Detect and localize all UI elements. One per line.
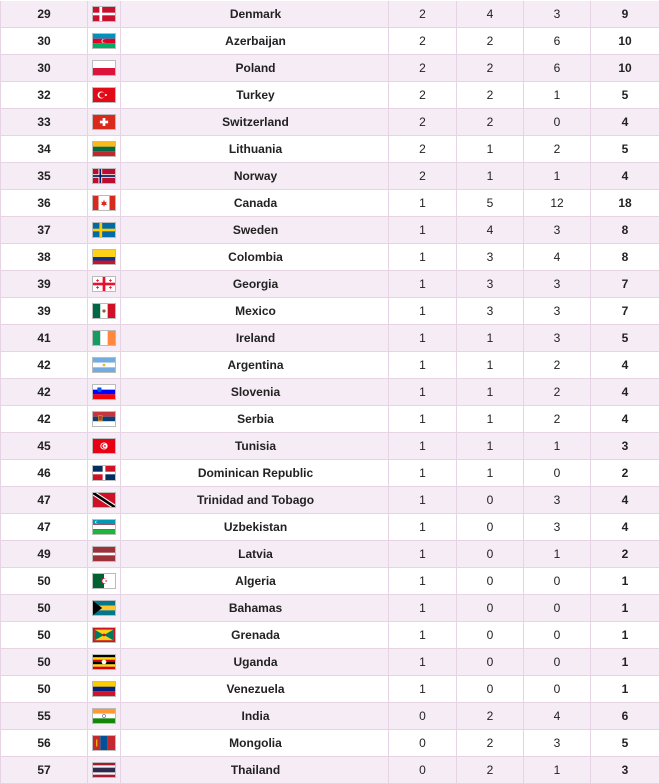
bronze-cell: 2 — [524, 379, 591, 406]
rank-cell: 36 — [1, 190, 88, 217]
gold-cell: 2 — [389, 136, 457, 163]
silver-cell: 0 — [457, 676, 524, 703]
table-row — [1, 622, 659, 649]
flag-cell — [88, 541, 121, 568]
rank-cell: 50 — [1, 595, 88, 622]
gold-cell: 1 — [389, 271, 457, 298]
flag-cell — [88, 406, 121, 433]
silver-cell: 2 — [457, 109, 524, 136]
total-cell: 1 — [591, 676, 659, 703]
country-cell — [121, 514, 389, 541]
country-name: Mexico — [233, 304, 276, 318]
country-name: Norway — [232, 169, 277, 183]
bronze-cell: 3 — [524, 1, 591, 28]
georgia-flag-icon — [92, 276, 116, 292]
medal-table-body — [1, 1, 659, 784]
bronze-cell: 0 — [524, 649, 591, 676]
silver-cell: 1 — [457, 433, 524, 460]
silver-cell: 1 — [457, 379, 524, 406]
gold-cell: 1 — [389, 406, 457, 433]
country-name: Thailand — [229, 763, 280, 777]
total-cell: 2 — [591, 541, 659, 568]
total-cell: 5 — [591, 82, 659, 109]
country-cell — [121, 28, 389, 55]
bronze-cell: 1 — [524, 82, 591, 109]
rank-cell: 38 — [1, 244, 88, 271]
table-row — [1, 325, 659, 352]
total-cell: 5 — [591, 730, 659, 757]
algeria-flag-icon — [92, 573, 116, 589]
country-cell — [121, 55, 389, 82]
table-row — [1, 217, 659, 244]
country-name: Colombia — [226, 250, 283, 264]
rank-cell: 42 — [1, 379, 88, 406]
country-cell — [121, 460, 389, 487]
total-cell: 9 — [591, 1, 659, 28]
table-row — [1, 163, 659, 190]
turkey-flag-icon — [92, 87, 116, 103]
table-row — [1, 460, 659, 487]
flag-cell — [88, 568, 121, 595]
bronze-cell: 3 — [524, 487, 591, 514]
bronze-cell: 6 — [524, 28, 591, 55]
silver-cell: 0 — [457, 541, 524, 568]
uzbekistan-flag-icon — [92, 519, 116, 535]
gold-cell: 1 — [389, 244, 457, 271]
gold-cell: 1 — [389, 595, 457, 622]
country-name: Switzerland — [220, 115, 289, 129]
country-name: Sweden — [231, 223, 278, 237]
table-row — [1, 514, 659, 541]
bronze-cell: 1 — [524, 163, 591, 190]
total-cell: 8 — [591, 217, 659, 244]
uganda-flag-icon — [92, 654, 116, 670]
flag-cell — [88, 730, 121, 757]
bronze-cell: 1 — [524, 433, 591, 460]
thailand-flag-icon — [92, 762, 116, 778]
country-cell — [121, 433, 389, 460]
country-name: Bahamas — [227, 601, 282, 615]
bronze-cell: 2 — [524, 136, 591, 163]
flag-cell — [88, 109, 121, 136]
rank-cell: 42 — [1, 352, 88, 379]
silver-cell: 1 — [457, 136, 524, 163]
flag-cell — [88, 622, 121, 649]
latvia-flag-icon — [92, 546, 116, 562]
lithuania-flag-icon — [92, 141, 116, 157]
country-cell — [121, 217, 389, 244]
total-cell: 3 — [591, 757, 659, 784]
silver-cell: 3 — [457, 271, 524, 298]
flag-cell — [88, 298, 121, 325]
denmark-flag-icon — [92, 6, 116, 22]
silver-cell: 0 — [457, 568, 524, 595]
flag-cell — [88, 703, 121, 730]
tunisia-flag-icon — [92, 438, 116, 454]
gold-cell: 2 — [389, 109, 457, 136]
silver-cell: 3 — [457, 298, 524, 325]
silver-cell: 4 — [457, 1, 524, 28]
flag-cell — [88, 649, 121, 676]
country-cell — [121, 406, 389, 433]
rank-cell: 56 — [1, 730, 88, 757]
gold-cell: 0 — [389, 757, 457, 784]
silver-cell: 0 — [457, 622, 524, 649]
medal-table — [0, 1, 659, 784]
mongolia-flag-icon — [92, 735, 116, 751]
country-cell — [121, 136, 389, 163]
country-cell — [121, 379, 389, 406]
bronze-cell: 0 — [524, 568, 591, 595]
total-cell: 4 — [591, 487, 659, 514]
bronze-cell: 1 — [524, 541, 591, 568]
bahamas-flag-icon — [92, 600, 116, 616]
bronze-cell: 0 — [524, 595, 591, 622]
gold-cell: 2 — [389, 82, 457, 109]
bronze-cell: 3 — [524, 271, 591, 298]
grenada-flag-icon — [92, 627, 116, 643]
gold-cell: 1 — [389, 487, 457, 514]
country-name: Grenada — [229, 628, 280, 642]
country-cell — [121, 757, 389, 784]
flag-cell — [88, 487, 121, 514]
country-name: Denmark — [228, 7, 281, 21]
flag-cell — [88, 676, 121, 703]
table-row — [1, 190, 659, 217]
gold-cell: 2 — [389, 163, 457, 190]
rank-cell: 55 — [1, 703, 88, 730]
rank-cell: 32 — [1, 82, 88, 109]
rank-cell: 49 — [1, 541, 88, 568]
country-name: Serbia — [235, 412, 274, 426]
flag-cell — [88, 1, 121, 28]
country-cell — [121, 730, 389, 757]
flag-cell — [88, 82, 121, 109]
rank-cell: 30 — [1, 55, 88, 82]
rank-cell: 41 — [1, 325, 88, 352]
country-cell — [121, 271, 389, 298]
rank-cell: 57 — [1, 757, 88, 784]
gold-cell: 2 — [389, 55, 457, 82]
total-cell: 1 — [591, 595, 659, 622]
argentina-flag-icon — [92, 357, 116, 373]
flag-cell — [88, 190, 121, 217]
bronze-cell: 4 — [524, 703, 591, 730]
table-row — [1, 82, 659, 109]
total-cell: 4 — [591, 109, 659, 136]
total-cell: 1 — [591, 622, 659, 649]
colombia-flag-icon — [92, 249, 116, 265]
country-cell — [121, 595, 389, 622]
flag-cell — [88, 244, 121, 271]
country-name: Venezuela — [224, 682, 284, 696]
venezuela-flag-icon — [92, 681, 116, 697]
total-cell: 10 — [591, 28, 659, 55]
table-row — [1, 271, 659, 298]
country-name: Georgia — [231, 277, 278, 291]
country-cell — [121, 190, 389, 217]
table-row — [1, 541, 659, 568]
country-cell — [121, 109, 389, 136]
country-name: Slovenia — [229, 385, 280, 399]
country-cell — [121, 541, 389, 568]
country-name: Azerbaijan — [223, 34, 286, 48]
country-cell — [121, 325, 389, 352]
slovenia-flag-icon — [92, 384, 116, 400]
gold-cell: 1 — [389, 622, 457, 649]
country-cell — [121, 649, 389, 676]
total-cell: 5 — [591, 136, 659, 163]
silver-cell: 1 — [457, 163, 524, 190]
flag-cell — [88, 595, 121, 622]
total-cell: 4 — [591, 406, 659, 433]
table-row — [1, 595, 659, 622]
total-cell: 10 — [591, 55, 659, 82]
gold-cell: 0 — [389, 703, 457, 730]
rank-cell: 50 — [1, 649, 88, 676]
total-cell: 4 — [591, 379, 659, 406]
rank-cell: 42 — [1, 406, 88, 433]
silver-cell: 4 — [457, 217, 524, 244]
bronze-cell: 0 — [524, 460, 591, 487]
table-row — [1, 379, 659, 406]
silver-cell: 0 — [457, 514, 524, 541]
country-name: Lithuania — [227, 142, 282, 156]
total-cell: 1 — [591, 649, 659, 676]
gold-cell: 1 — [389, 298, 457, 325]
bronze-cell: 0 — [524, 109, 591, 136]
gold-cell: 1 — [389, 379, 457, 406]
table-row — [1, 136, 659, 163]
silver-cell: 2 — [457, 703, 524, 730]
total-cell: 7 — [591, 298, 659, 325]
country-name: Argentina — [225, 358, 283, 372]
sweden-flag-icon — [92, 222, 116, 238]
silver-cell: 1 — [457, 352, 524, 379]
table-row — [1, 1, 659, 28]
rank-cell: 45 — [1, 433, 88, 460]
table-row — [1, 244, 659, 271]
flag-cell — [88, 433, 121, 460]
country-cell — [121, 298, 389, 325]
silver-cell: 2 — [457, 82, 524, 109]
rank-cell: 50 — [1, 568, 88, 595]
silver-cell: 2 — [457, 730, 524, 757]
country-name: Mongolia — [227, 736, 282, 750]
mexico-flag-icon — [92, 303, 116, 319]
rank-cell: 47 — [1, 487, 88, 514]
total-cell: 3 — [591, 433, 659, 460]
table-row — [1, 649, 659, 676]
country-name: Ireland — [234, 331, 275, 345]
country-name: Tunisia — [233, 439, 276, 453]
silver-cell: 0 — [457, 487, 524, 514]
norway-flag-icon — [92, 168, 116, 184]
country-name: India — [239, 709, 269, 723]
country-cell — [121, 568, 389, 595]
country-cell — [121, 676, 389, 703]
silver-cell: 0 — [457, 595, 524, 622]
rank-cell: 29 — [1, 1, 88, 28]
bronze-cell: 3 — [524, 217, 591, 244]
total-cell: 6 — [591, 703, 659, 730]
country-name: Canada — [232, 196, 277, 210]
country-name: Poland — [233, 61, 275, 75]
rank-cell: 33 — [1, 109, 88, 136]
country-cell — [121, 163, 389, 190]
silver-cell: 1 — [457, 406, 524, 433]
bronze-cell: 3 — [524, 514, 591, 541]
silver-cell: 2 — [457, 28, 524, 55]
table-row — [1, 703, 659, 730]
gold-cell: 2 — [389, 28, 457, 55]
table-row — [1, 406, 659, 433]
gold-cell: 0 — [389, 730, 457, 757]
rank-cell: 30 — [1, 28, 88, 55]
total-cell: 8 — [591, 244, 659, 271]
country-cell — [121, 352, 389, 379]
total-cell: 7 — [591, 271, 659, 298]
rank-cell: 47 — [1, 514, 88, 541]
gold-cell: 1 — [389, 568, 457, 595]
total-cell: 18 — [591, 190, 659, 217]
silver-cell: 1 — [457, 460, 524, 487]
rank-cell: 39 — [1, 298, 88, 325]
gold-cell: 1 — [389, 433, 457, 460]
rank-cell: 50 — [1, 676, 88, 703]
table-row — [1, 757, 659, 784]
silver-cell: 5 — [457, 190, 524, 217]
country-cell — [121, 1, 389, 28]
flag-cell — [88, 28, 121, 55]
table-row — [1, 568, 659, 595]
india-flag-icon — [92, 708, 116, 724]
flag-cell — [88, 271, 121, 298]
gold-cell: 1 — [389, 352, 457, 379]
gold-cell: 1 — [389, 190, 457, 217]
silver-cell: 1 — [457, 325, 524, 352]
silver-cell: 2 — [457, 55, 524, 82]
country-cell — [121, 703, 389, 730]
gold-cell: 1 — [389, 217, 457, 244]
azerbaijan-flag-icon — [92, 33, 116, 49]
flag-cell — [88, 514, 121, 541]
table-row — [1, 55, 659, 82]
silver-cell: 3 — [457, 244, 524, 271]
flag-cell — [88, 460, 121, 487]
bronze-cell: 2 — [524, 352, 591, 379]
table-row — [1, 676, 659, 703]
bronze-cell: 2 — [524, 406, 591, 433]
country-name: Latvia — [236, 547, 273, 561]
gold-cell: 1 — [389, 676, 457, 703]
poland-flag-icon — [92, 60, 116, 76]
country-cell — [121, 487, 389, 514]
rank-cell: 37 — [1, 217, 88, 244]
flag-cell — [88, 163, 121, 190]
table-row — [1, 433, 659, 460]
dominican-republic-flag-icon — [92, 465, 116, 481]
switzerland-flag-icon — [92, 114, 116, 130]
country-name: Dominican Republic — [196, 466, 313, 480]
trinidad-and-tobago-flag-icon — [92, 492, 116, 508]
rank-cell: 39 — [1, 271, 88, 298]
table-row — [1, 487, 659, 514]
bronze-cell: 3 — [524, 298, 591, 325]
table-row — [1, 109, 659, 136]
bronze-cell: 4 — [524, 244, 591, 271]
silver-cell: 2 — [457, 757, 524, 784]
flag-cell — [88, 325, 121, 352]
country-name: Uzbekistan — [222, 520, 287, 534]
gold-cell: 2 — [389, 1, 457, 28]
total-cell: 4 — [591, 163, 659, 190]
flag-cell — [88, 352, 121, 379]
gold-cell: 1 — [389, 460, 457, 487]
country-cell — [121, 82, 389, 109]
flag-cell — [88, 757, 121, 784]
country-name: Uganda — [231, 655, 277, 669]
canada-flag-icon — [92, 195, 116, 211]
rank-cell: 35 — [1, 163, 88, 190]
silver-cell: 0 — [457, 649, 524, 676]
flag-cell — [88, 136, 121, 163]
gold-cell: 1 — [389, 514, 457, 541]
rank-cell: 50 — [1, 622, 88, 649]
total-cell: 4 — [591, 514, 659, 541]
bronze-cell: 6 — [524, 55, 591, 82]
bronze-cell: 12 — [524, 190, 591, 217]
bronze-cell: 3 — [524, 730, 591, 757]
table-row — [1, 730, 659, 757]
flag-cell — [88, 55, 121, 82]
gold-cell: 1 — [389, 541, 457, 568]
total-cell: 1 — [591, 568, 659, 595]
bronze-cell: 3 — [524, 325, 591, 352]
country-cell — [121, 622, 389, 649]
country-name: Algeria — [233, 574, 276, 588]
table-row — [1, 298, 659, 325]
rank-cell: 34 — [1, 136, 88, 163]
gold-cell: 1 — [389, 649, 457, 676]
rank-cell: 46 — [1, 460, 88, 487]
serbia-flag-icon — [92, 411, 116, 427]
bronze-cell: 1 — [524, 757, 591, 784]
bronze-cell: 0 — [524, 622, 591, 649]
table-row — [1, 28, 659, 55]
country-name: Turkey — [234, 88, 274, 102]
ireland-flag-icon — [92, 330, 116, 346]
country-cell — [121, 244, 389, 271]
country-name: Trinidad and Tobago — [195, 493, 314, 507]
total-cell: 2 — [591, 460, 659, 487]
flag-cell — [88, 379, 121, 406]
table-row — [1, 352, 659, 379]
bronze-cell: 0 — [524, 676, 591, 703]
flag-cell — [88, 217, 121, 244]
gold-cell: 1 — [389, 325, 457, 352]
total-cell: 5 — [591, 325, 659, 352]
total-cell: 4 — [591, 352, 659, 379]
